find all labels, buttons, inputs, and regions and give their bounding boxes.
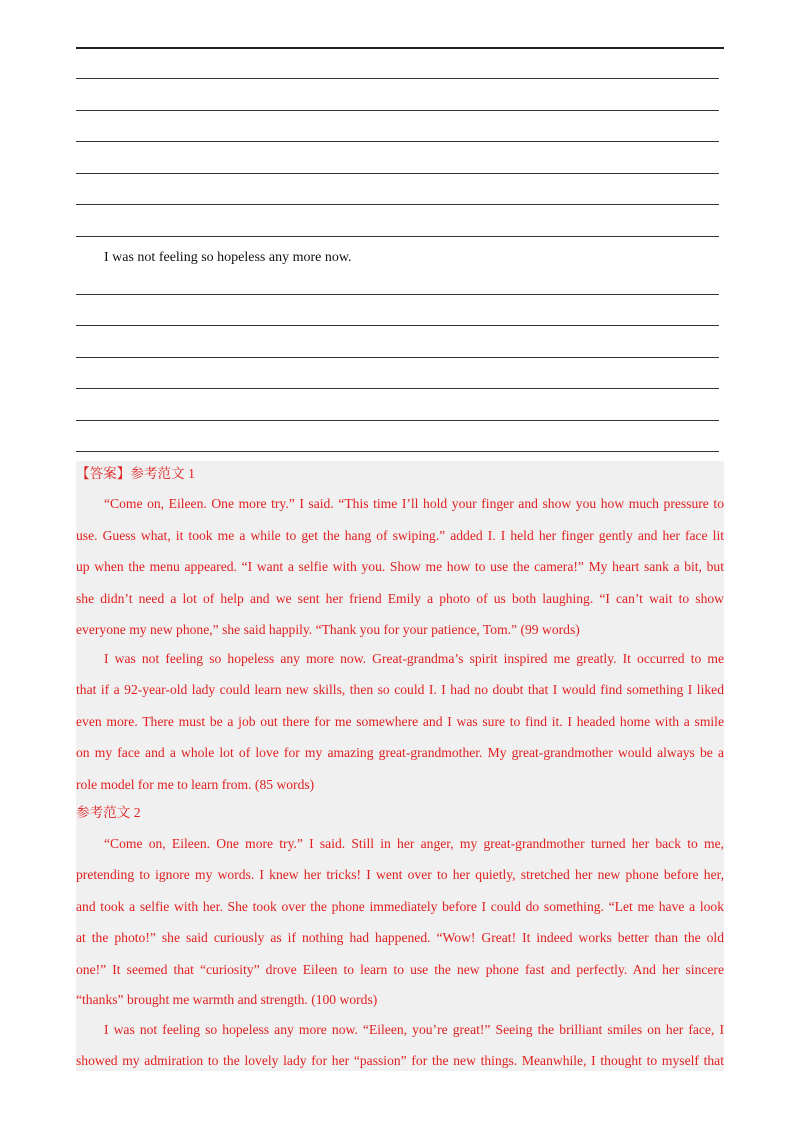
essay1-p1-line: she didn’t need a lot of help and we sent her friend Emily a photo of us both laughing. “I can’t wait to show <box>76 591 724 606</box>
essay1-p2-line: role model for me to learn from. (85 words) <box>76 777 315 792</box>
writing-line <box>76 204 719 205</box>
prompt-sentence: I was not feeling so hopeless any more now. <box>104 250 352 265</box>
essay1-p1-line: “Come on, Eileen. One more try.” I said. “This time I’ll hold your finger and show you how much pressure to <box>104 496 724 511</box>
essay2-p2-line: showed my admiration to the lovely lady for her “passion” for the new things. Meanwhile, I thought to myself that <box>76 1053 724 1068</box>
essay1-p1-line: everyone my new phone,” she said happily. “Thank you for your patience, Tom.” (99 words) <box>76 622 580 637</box>
writing-line <box>76 294 719 295</box>
essay1-p2-line: that if a 92-year-old lady could learn new skills, then so could I. I had no doubt that I would find something I liked <box>76 682 724 697</box>
essay2-p1-line: “thanks” brought me warmth and strength. (100 words) <box>76 992 378 1007</box>
essay2-p1-line: “Come on, Eileen. One more try.” I said. Still in her anger, my great-grandmother turned her back to me, <box>104 836 724 851</box>
writing-line <box>76 357 719 358</box>
essay2-p1-line: one!” It seemed that “curiosity” drove Eileen to learn to use the new phone fast and perfectly. And her sincere <box>76 962 724 977</box>
essay1-p1-line: up when the menu appeared. “I want a selfie with you. Show me how to use the camera!” My heart sank a bit, but <box>76 559 724 574</box>
answer-heading: 【答案】参考范文 1 <box>76 466 195 481</box>
writing-line <box>76 451 719 452</box>
essay2-p1-line: at the photo!” she said curiously as if nothing had happened. “Wow! Great! It indeed works better than the old <box>76 930 724 945</box>
essay1-p1-line: use. Guess what, it took me a while to get the hang of swiping.” added I. I held her finger gently and her face lit <box>76 528 724 543</box>
essay2-p1-line: pretending to ignore my words. I knew her tricks! I went over to her quietly, stretched her new phone before her, <box>76 867 724 882</box>
essay2-p2-line: I was not feeling so hopeless any more now. “Eileen, you’re great!” Seeing the brilliant smiles on her face, I <box>104 1022 724 1037</box>
top-rule <box>76 47 724 49</box>
writing-line <box>76 78 719 79</box>
essay1-p2-line: I was not feeling so hopeless any more now. Great-grandma’s spirit inspired me greatly. It occurred to me <box>104 651 724 666</box>
writing-line <box>76 325 719 326</box>
essay2-p1-line: and took a selfie with her. She took over the phone immediately before I could do something. “Let me have a look <box>76 899 724 914</box>
essay1-p2-line: on my face and a whole lot of love for my amazing great-grandmother. My great-grandmother would always be a <box>76 745 724 760</box>
answer-heading-2: 参考范文 2 <box>76 805 141 820</box>
writing-line <box>76 420 719 421</box>
answer-section <box>76 461 724 1071</box>
writing-line <box>76 173 719 174</box>
essay1-p2-line: even more. There must be a job out there for me somewhere and I was sure to find it. I headed home with a smile <box>76 714 724 729</box>
writing-line <box>76 236 719 237</box>
writing-line <box>76 388 719 389</box>
writing-line <box>76 141 719 142</box>
writing-line <box>76 110 719 111</box>
